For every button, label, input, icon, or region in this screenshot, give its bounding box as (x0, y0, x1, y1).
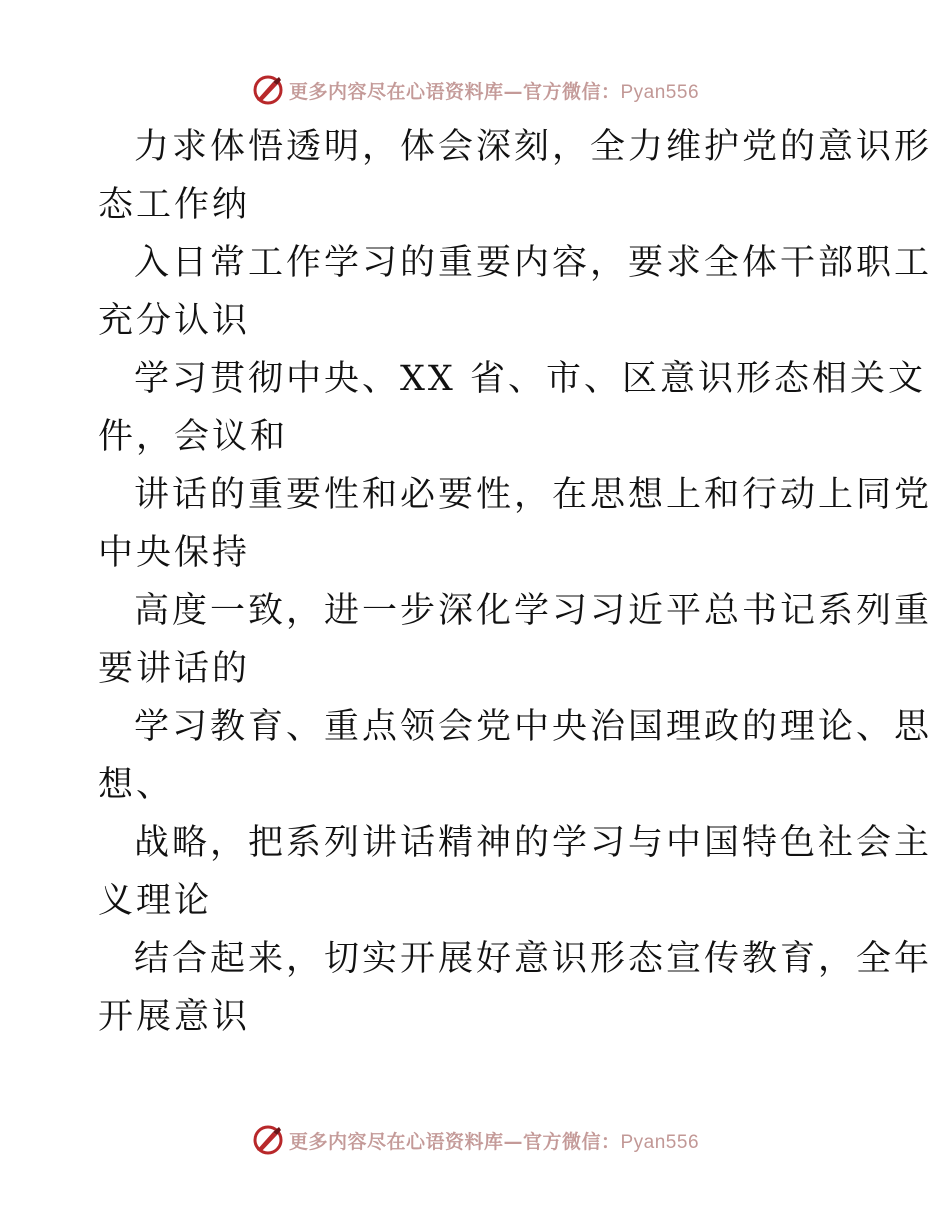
text-line: 战略，把系列讲话精神的学习与中国特色社会主 (134, 823, 933, 863)
text-line: 力求体悟透明，体会深刻，全力维护党的意识形 (134, 127, 933, 167)
text-line: 学习贯彻中央、XX 省、市、区意识形态相关文 (134, 359, 926, 399)
text-line: 充分认识 (98, 301, 251, 341)
header-banner (0, 70, 950, 110)
text-line: 件，会议和 (98, 417, 289, 457)
document-body (98, 118, 933, 1046)
text-line: 开展意识 (98, 997, 251, 1037)
text-line: 结合起来，切实开展好意识形态宣传教育，全年 (134, 939, 933, 979)
footer-banner (0, 1120, 950, 1160)
text-line: 要讲话的 (98, 649, 251, 689)
header-banner-text: 更多内容尽在心语资料库—官方微信：Pyan556 (288, 80, 700, 103)
text-line: 义理论 (98, 881, 213, 921)
text-line: 想、 (98, 765, 175, 805)
text-line: 态工作纳 (98, 185, 251, 225)
text-line: 学习教育、重点领会党中央治国理政的理论、思 (134, 707, 933, 747)
text-line: 入日常工作学习的重要内容，要求全体干部职工 (134, 243, 933, 283)
pen-logo-icon (251, 73, 285, 107)
text-line: 讲话的重要性和必要性，在思想上和行动上同党 (134, 475, 933, 515)
footer-banner-text: 更多内容尽在心语资料库—官方微信：Pyan556 (288, 1130, 700, 1153)
pen-logo-icon (251, 1123, 285, 1157)
text-line: 高度一致，进一步深化学习习近平总书记系列重 (134, 591, 933, 631)
text-line: 中央保持 (98, 533, 251, 573)
